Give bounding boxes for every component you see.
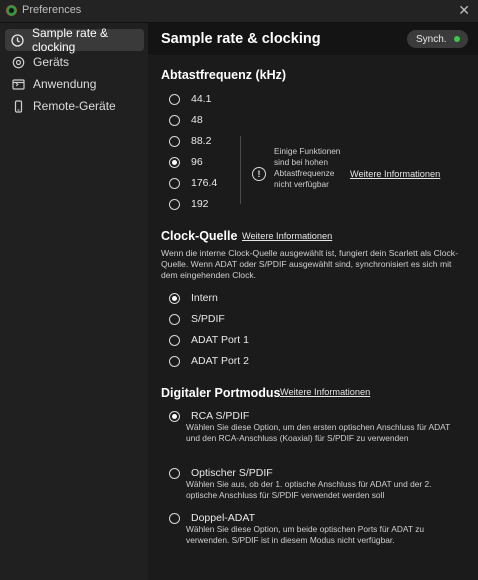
radio-label: S/PDIF bbox=[191, 313, 225, 325]
sample-rate-option-176-4[interactable] bbox=[169, 177, 217, 189]
radio-button[interactable] bbox=[169, 356, 180, 367]
clock-option-intern[interactable] bbox=[169, 292, 218, 304]
radio-button[interactable] bbox=[169, 115, 180, 126]
clock-option-adat-port-2[interactable] bbox=[169, 355, 249, 367]
radio-button[interactable] bbox=[169, 513, 180, 524]
clock-icon bbox=[11, 33, 24, 47]
port-mode-option-description: Wählen Sie diese Option, um den ersten optischen Anschluss für ADAT und den RCA-Anschluss (Koaxial) für S/PDIF zu verwenden bbox=[186, 422, 451, 443]
main-panel bbox=[148, 23, 478, 580]
sidebar-item-label: Geräts bbox=[33, 55, 70, 69]
radio-button[interactable] bbox=[169, 335, 180, 346]
page-title: Sample rate & clocking bbox=[161, 31, 321, 47]
radio-label: 44.1 bbox=[191, 93, 212, 105]
sample-rate-more-info-link[interactable]: Weitere Informationen bbox=[350, 169, 441, 179]
sample-rate-option-96[interactable] bbox=[169, 156, 203, 168]
radio-button-selected[interactable] bbox=[169, 293, 180, 304]
close-icon[interactable]: ✕ bbox=[458, 2, 470, 18]
sidebar-item-application[interactable] bbox=[5, 73, 144, 95]
port-mode-option-description: Wählen Sie diese Option, um beide optischen Ports für ADAT zu verwenden. S/PDIF ist in diesem Modus nicht verfügbar. bbox=[186, 524, 425, 545]
sidebar-item-sample-rate[interactable] bbox=[5, 26, 144, 54]
port-mode-option-dual-adat[interactable] bbox=[169, 512, 255, 524]
radio-label: ADAT Port 2 bbox=[191, 355, 249, 367]
sidebar-item-remote-devices[interactable] bbox=[5, 95, 144, 117]
port-mode-option-rca-spdif[interactable] bbox=[169, 410, 249, 422]
radio-button[interactable] bbox=[169, 314, 180, 325]
sidebar-item-label: Remote-Geräte bbox=[33, 99, 116, 113]
divider bbox=[240, 136, 241, 204]
radio-label: 192 bbox=[191, 198, 209, 210]
sync-status-dot bbox=[454, 36, 460, 42]
sidebar bbox=[0, 23, 148, 580]
sidebar-item-label: Sample rate & clocking bbox=[32, 26, 109, 54]
radio-label: 48 bbox=[191, 114, 203, 126]
phone-icon bbox=[11, 99, 25, 113]
radio-label: 96 bbox=[191, 156, 203, 168]
window-title: Preferences bbox=[22, 4, 82, 16]
page-header bbox=[148, 23, 478, 55]
clock-source-heading: Clock-Quelle bbox=[161, 229, 238, 243]
clock-source-description: Wenn die interne Clock-Quelle ausgewählt ist, fungiert dein Scarlett als Clock-Quelle. Wenn ADAT oder S/PDIF ausgewählt sind, synchronisiert es sich mit dem eingehenden Clock. bbox=[161, 248, 458, 280]
clock-option-spdif[interactable] bbox=[169, 313, 225, 325]
speaker-icon bbox=[11, 55, 25, 69]
sample-rate-option-44-1[interactable] bbox=[169, 93, 211, 105]
radio-label: RCA S/PDIF bbox=[191, 410, 250, 422]
sample-rate-heading: Abtastfrequenz (kHz) bbox=[161, 68, 287, 82]
port-mode-option-description: Wählen Sie aus, ob der 1. optische Anschluss für ADAT und der 2. optische Anschluss für S/PDIF verwendet werden soll bbox=[186, 479, 432, 500]
radio-label: 88.2 bbox=[191, 135, 212, 147]
radio-button-selected[interactable] bbox=[169, 157, 180, 168]
radio-label: Optischer S/PDIF bbox=[191, 467, 273, 479]
sample-rate-warning: Einige Funktionen sind bei hohen Abtastfrequenze nicht verfügbar bbox=[274, 146, 341, 189]
port-mode-more-info-link[interactable]: Weitere Informationen bbox=[280, 387, 371, 397]
clock-option-adat-port-1[interactable] bbox=[169, 334, 249, 346]
radio-button-selected[interactable] bbox=[169, 411, 180, 422]
radio-button[interactable] bbox=[169, 136, 180, 147]
radio-button[interactable] bbox=[169, 199, 180, 210]
radio-button[interactable] bbox=[169, 178, 180, 189]
sidebar-item-devices[interactable] bbox=[5, 51, 144, 73]
sample-rate-option-88-2[interactable] bbox=[169, 135, 211, 147]
sidebar-item-label: Anwendung bbox=[33, 77, 97, 91]
sync-label: Synch. bbox=[416, 33, 447, 45]
app-window-icon bbox=[11, 77, 25, 91]
port-mode-heading: Digitaler Portmodus bbox=[161, 386, 281, 400]
clock-source-more-info-link[interactable]: Weitere Informationen bbox=[242, 231, 333, 241]
radio-label: 176.4 bbox=[191, 177, 218, 189]
radio-button[interactable] bbox=[169, 94, 180, 105]
radio-label: Doppel-ADAT bbox=[191, 512, 255, 524]
warning-icon: ! bbox=[252, 167, 266, 181]
radio-label: Intern bbox=[191, 292, 218, 304]
radio-label: ADAT Port 1 bbox=[191, 334, 249, 346]
title-bar bbox=[0, 0, 478, 23]
sample-rate-option-48[interactable] bbox=[169, 114, 203, 126]
app-logo-icon bbox=[6, 5, 17, 16]
sample-rate-option-192[interactable] bbox=[169, 198, 209, 210]
port-mode-option-optical-spdif[interactable] bbox=[169, 467, 273, 479]
sync-button[interactable] bbox=[407, 30, 468, 48]
radio-button[interactable] bbox=[169, 468, 180, 479]
